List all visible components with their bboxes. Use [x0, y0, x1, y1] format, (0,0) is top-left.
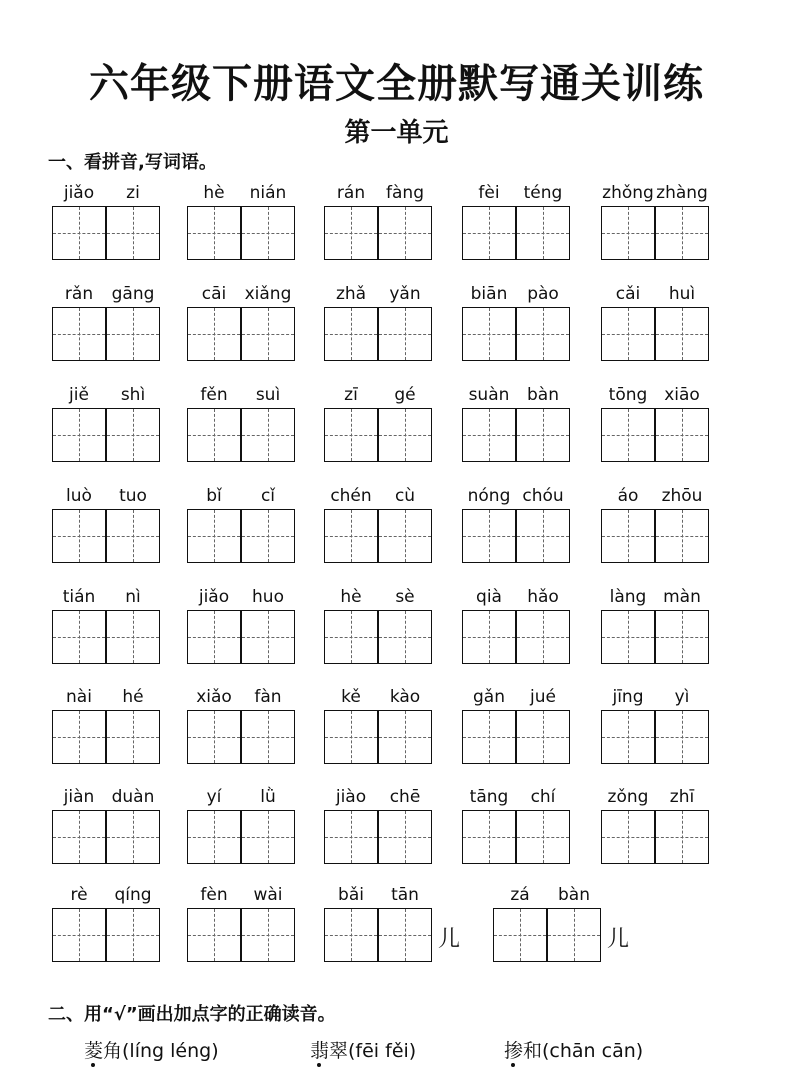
- writing-box[interactable]: [241, 908, 295, 962]
- writing-box[interactable]: [378, 206, 432, 260]
- writing-box[interactable]: [187, 710, 241, 764]
- pinyin-label: shì: [120, 385, 146, 405]
- pinyin-label: gǎn: [473, 687, 505, 707]
- writing-box[interactable]: [516, 610, 570, 664]
- pinyin-label: lǜ: [260, 787, 276, 807]
- writing-box[interactable]: [241, 610, 295, 664]
- writing-box[interactable]: [655, 810, 709, 864]
- pinyin-label: cù: [394, 486, 416, 506]
- writing-box[interactable]: [106, 206, 160, 260]
- pinyin-label: zhǒng: [602, 183, 654, 203]
- pinyin-label: jiàn: [63, 787, 95, 807]
- pinyin-label: bǐ: [206, 486, 222, 506]
- writing-box[interactable]: [52, 408, 106, 462]
- writing-box[interactable]: [106, 408, 160, 462]
- writing-box[interactable]: [462, 408, 516, 462]
- pinyin-label: chóu: [522, 486, 564, 506]
- pinyin-label: chí: [530, 787, 556, 807]
- pinyin-label: téng: [523, 183, 563, 203]
- emphasis-dot-icon: [91, 1063, 95, 1067]
- unit-title: 第一单元: [344, 118, 449, 148]
- writing-box[interactable]: [516, 509, 570, 563]
- pinyin-label: hǎo: [527, 587, 559, 607]
- pinyin-label: kào: [389, 687, 421, 707]
- emphasis-dot-icon: [317, 1063, 321, 1067]
- emphasis-dot-icon: [511, 1063, 515, 1067]
- writing-box[interactable]: [241, 509, 295, 563]
- pinyin-label: pào: [527, 284, 559, 304]
- writing-box[interactable]: [324, 610, 378, 664]
- writing-box[interactable]: [52, 307, 106, 361]
- writing-box[interactable]: [52, 908, 106, 962]
- question-options-1: (líng léng): [122, 1040, 219, 1062]
- writing-box[interactable]: [655, 710, 709, 764]
- writing-box[interactable]: [52, 810, 106, 864]
- writing-box[interactable]: [324, 908, 378, 962]
- writing-box[interactable]: [187, 908, 241, 962]
- pinyin-label: bàn: [558, 885, 590, 905]
- pinyin-label: zī: [344, 385, 358, 405]
- pinyin-label: zhōu: [661, 486, 703, 506]
- writing-box[interactable]: [52, 610, 106, 664]
- writing-box[interactable]: [52, 710, 106, 764]
- writing-box[interactable]: [655, 509, 709, 563]
- pinyin-label: biān: [470, 284, 508, 304]
- pinyin-label: kě: [341, 687, 361, 707]
- pinyin-label: nì: [125, 587, 141, 607]
- pinyin-label: zhǎ: [335, 284, 367, 304]
- writing-box[interactable]: [516, 206, 570, 260]
- writing-box[interactable]: [378, 908, 432, 962]
- question-item-1: [84, 1036, 219, 1063]
- question-item-2: [310, 1036, 416, 1063]
- pinyin-label: zi: [126, 183, 140, 203]
- writing-box[interactable]: [601, 307, 655, 361]
- pinyin-label: suì: [255, 385, 281, 405]
- writing-box[interactable]: [655, 307, 709, 361]
- suffix-character: 儿: [438, 927, 461, 952]
- writing-box[interactable]: [106, 307, 160, 361]
- pinyin-label: áo: [617, 486, 639, 506]
- pinyin-label: nián: [249, 183, 287, 203]
- writing-box[interactable]: [106, 509, 160, 563]
- writing-box[interactable]: [52, 509, 106, 563]
- pinyin-label: tōng: [608, 385, 648, 405]
- writing-box[interactable]: [106, 908, 160, 962]
- pinyin-label: fàng: [386, 183, 424, 203]
- writing-box[interactable]: [324, 206, 378, 260]
- suffix-character: 儿: [607, 927, 630, 952]
- writing-box[interactable]: [378, 509, 432, 563]
- writing-box[interactable]: [187, 509, 241, 563]
- writing-box[interactable]: [655, 206, 709, 260]
- writing-box[interactable]: [601, 206, 655, 260]
- pinyin-label: qíng: [114, 885, 152, 905]
- pinyin-label: yì: [674, 687, 690, 707]
- pinyin-label: nóng: [467, 486, 511, 506]
- pinyin-label: bàn: [527, 385, 559, 405]
- writing-box[interactable]: [106, 710, 160, 764]
- pinyin-label: zǒng: [607, 787, 649, 807]
- writing-box[interactable]: [241, 710, 295, 764]
- pinyin-label: huì: [668, 284, 696, 304]
- pinyin-label: fèi: [478, 183, 500, 203]
- pinyin-label: nài: [66, 687, 92, 707]
- pinyin-label: xiǎo: [196, 687, 232, 707]
- writing-box[interactable]: [241, 307, 295, 361]
- writing-box[interactable]: [516, 810, 570, 864]
- pinyin-label: xiāo: [664, 385, 700, 405]
- writing-box[interactable]: [462, 307, 516, 361]
- writing-box[interactable]: [655, 408, 709, 462]
- writing-box[interactable]: [378, 307, 432, 361]
- writing-box[interactable]: [241, 408, 295, 462]
- writing-box[interactable]: [378, 408, 432, 462]
- pinyin-label: chē: [389, 787, 421, 807]
- pinyin-label: yǎn: [389, 284, 421, 304]
- writing-box[interactable]: [601, 408, 655, 462]
- pinyin-label: wài: [253, 885, 283, 905]
- writing-box[interactable]: [378, 710, 432, 764]
- writing-box[interactable]: [52, 206, 106, 260]
- pinyin-label: cāi: [201, 284, 227, 304]
- pinyin-label: tān: [391, 885, 419, 905]
- pinyin-label: fàn: [254, 687, 282, 707]
- writing-box[interactable]: [324, 710, 378, 764]
- pinyin-label: zhī: [669, 787, 695, 807]
- pinyin-label: hè: [203, 183, 225, 203]
- pinyin-label: jiǎo: [63, 183, 95, 203]
- pinyin-label: zá: [510, 885, 530, 905]
- writing-box[interactable]: [324, 408, 378, 462]
- pinyin-label: jiào: [335, 787, 367, 807]
- pinyin-label: jué: [530, 687, 556, 707]
- writing-box[interactable]: [324, 810, 378, 864]
- pinyin-label: suàn: [468, 385, 510, 405]
- pinyin-label: gé: [394, 385, 416, 405]
- writing-box[interactable]: [324, 509, 378, 563]
- pinyin-label: rǎn: [64, 284, 94, 304]
- pinyin-label: yí: [206, 787, 222, 807]
- pinyin-label: gāng: [111, 284, 155, 304]
- pinyin-label: fèn: [200, 885, 228, 905]
- writing-box[interactable]: [378, 810, 432, 864]
- pinyin-label: màn: [663, 587, 701, 607]
- pinyin-label: huo: [252, 587, 284, 607]
- writing-box[interactable]: [655, 610, 709, 664]
- pinyin-label: cǎi: [615, 284, 641, 304]
- pinyin-label: xiǎng: [244, 284, 292, 304]
- pinyin-label: tián: [62, 587, 96, 607]
- pinyin-label: jiǎo: [198, 587, 230, 607]
- question-options-3: (chān cān): [542, 1040, 644, 1062]
- pinyin-label: cǐ: [260, 486, 276, 506]
- page-title: 六年级下册语文全册默写通关训练: [89, 60, 704, 107]
- pinyin-label: rè: [70, 885, 88, 905]
- writing-box[interactable]: [187, 206, 241, 260]
- writing-box[interactable]: [187, 408, 241, 462]
- writing-box[interactable]: [462, 710, 516, 764]
- pinyin-label: zhàng: [656, 183, 708, 203]
- pinyin-label: jiě: [69, 385, 89, 405]
- writing-box[interactable]: [187, 307, 241, 361]
- question-word-3: 掺和: [504, 1040, 543, 1062]
- writing-box[interactable]: [516, 710, 570, 764]
- writing-box[interactable]: [493, 908, 547, 962]
- section-2-heading: 二、用“√”画出加点字的正确读音。: [48, 1004, 336, 1025]
- writing-box[interactable]: [516, 408, 570, 462]
- writing-box[interactable]: [241, 206, 295, 260]
- writing-box[interactable]: [462, 206, 516, 260]
- pinyin-label: rán: [336, 183, 366, 203]
- pinyin-label: bǎi: [338, 885, 364, 905]
- writing-box[interactable]: [187, 810, 241, 864]
- writing-box[interactable]: [601, 710, 655, 764]
- pinyin-label: chén: [330, 486, 372, 506]
- writing-box[interactable]: [516, 307, 570, 361]
- writing-box[interactable]: [462, 610, 516, 664]
- question-word-1: 菱角: [84, 1040, 123, 1062]
- question-item-3: [504, 1036, 643, 1063]
- pinyin-label: sè: [395, 587, 415, 607]
- question-options-2: (fēi fěi): [348, 1040, 417, 1062]
- writing-box[interactable]: [187, 610, 241, 664]
- writing-box[interactable]: [378, 610, 432, 664]
- pinyin-label: tuo: [119, 486, 147, 506]
- writing-box[interactable]: [106, 610, 160, 664]
- pinyin-label: làng: [609, 587, 647, 607]
- pinyin-label: qià: [476, 587, 502, 607]
- pinyin-label: hé: [122, 687, 144, 707]
- writing-box[interactable]: [547, 908, 601, 962]
- writing-box[interactable]: [106, 810, 160, 864]
- writing-box[interactable]: [462, 509, 516, 563]
- writing-box[interactable]: [324, 307, 378, 361]
- pinyin-label: fěn: [200, 385, 228, 405]
- writing-box[interactable]: [462, 810, 516, 864]
- writing-box[interactable]: [601, 509, 655, 563]
- question-word-2: 翡翠: [310, 1040, 349, 1062]
- writing-box[interactable]: [601, 810, 655, 864]
- section-1-heading: 一、看拼音,写词语。: [48, 152, 217, 173]
- pinyin-label: luò: [66, 486, 92, 506]
- writing-box[interactable]: [601, 610, 655, 664]
- pinyin-label: jīng: [612, 687, 644, 707]
- pinyin-label: tāng: [469, 787, 509, 807]
- pinyin-label: hè: [340, 587, 362, 607]
- writing-box[interactable]: [241, 810, 295, 864]
- pinyin-label: duàn: [111, 787, 155, 807]
